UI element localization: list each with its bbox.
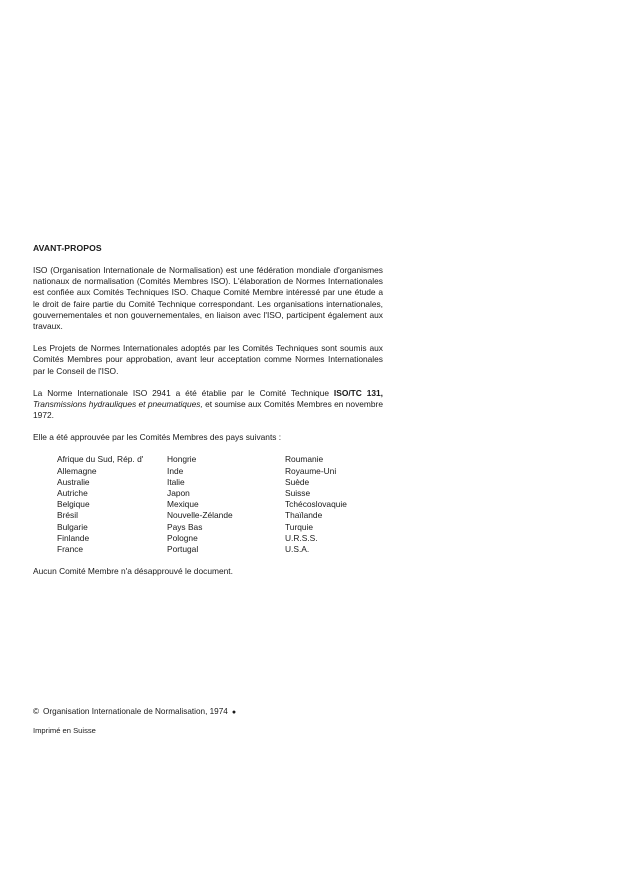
country-item: Turquie xyxy=(285,521,314,532)
country-item: Finlande xyxy=(57,532,90,543)
standard-text-part1: La Norme Internationale ISO 2941 a été établie par le Comité Technique xyxy=(33,387,334,398)
country-item: Belgique xyxy=(57,499,90,510)
printed-in: Imprimé en Suisse xyxy=(33,726,96,735)
technical-committee-ref: ISO/TC 131, xyxy=(333,387,383,398)
countries-column-2 xyxy=(167,454,285,555)
country-item: U.S.A. xyxy=(285,544,310,555)
country-item: Autriche xyxy=(57,488,88,499)
country-item: Italie xyxy=(167,476,185,487)
country-item: Tchécoslovaquie xyxy=(285,499,347,510)
standard-text-part2: et soumise aux Comités Membres en novembre 1972. xyxy=(33,399,383,421)
country-item: France xyxy=(57,544,84,555)
country-item: Pays Bas xyxy=(167,521,203,532)
country-item: Hongrie xyxy=(167,454,197,465)
disapproval-statement: Aucun Comité Membre n'a désapprouvé le document. xyxy=(33,566,233,577)
country-item: Suisse xyxy=(285,488,311,499)
country-item: Australie xyxy=(57,476,90,487)
copyright-icon: © xyxy=(33,707,40,716)
country-item: Afrique du Sud, Rép. d' xyxy=(57,454,144,465)
country-item: Japon xyxy=(167,488,190,499)
country-item: Bulgarie xyxy=(57,521,88,532)
country-item: Royaume-Uni xyxy=(285,465,337,476)
copyright-notice xyxy=(33,706,236,718)
country-item: Pologne xyxy=(167,532,198,543)
foreword-paragraph-projects: Les Projets de Normes Internationales adoptés par les Comités Techniques sont soumis aux Comités Membres pour approbation, avant leur acceptation comme Normes Internationales par le Conseil de l'ISO. xyxy=(33,343,383,376)
committee-title: Transmissions hydrauliques et pneumatiques, xyxy=(33,399,203,410)
country-item: Inde xyxy=(167,465,184,476)
country-item: Allemagne xyxy=(57,465,97,476)
foreword-section xyxy=(33,243,383,577)
country-item: Nouvelle-Zélande xyxy=(167,510,233,521)
bullet-icon: ● xyxy=(231,709,237,716)
country-item: Mexique xyxy=(167,499,199,510)
country-item: U.R.S.S. xyxy=(285,532,318,543)
countries-column-1 xyxy=(57,454,167,555)
approval-intro: Elle a été approuvée par les Comités Membres des pays suivants : xyxy=(33,432,282,443)
country-item: Brésil xyxy=(57,510,78,521)
country-item: Portugal xyxy=(167,544,199,555)
member-countries-list xyxy=(57,454,383,555)
foreword-paragraph-iso: ISO (Organisation Internationale de Normalisation) est une fédération mondiale d'organismes nationaux de normalisation (Comités Membres ISO). L'élaboration de Normes Internationales est confiée aux Comités Techniques ISO. Chaque Comité Membre intéressé par une étude a le droit de faire partie du Comité Technique correspondant. Les organisations internationales, gouvernementales et non gouvernementales, en liaison avec l'ISO, participent également aux travaux. xyxy=(33,265,383,332)
foreword-heading: AVANT-PROPOS xyxy=(33,243,102,253)
country-item: Roumanie xyxy=(285,454,324,465)
countries-column-3 xyxy=(285,454,395,555)
foreword-paragraph-standard xyxy=(33,388,383,422)
country-item: Thaïlande xyxy=(285,510,323,521)
copyright-text: Organisation Internationale de Normalisation, 1974 xyxy=(43,707,228,716)
country-item: Suède xyxy=(285,476,310,487)
